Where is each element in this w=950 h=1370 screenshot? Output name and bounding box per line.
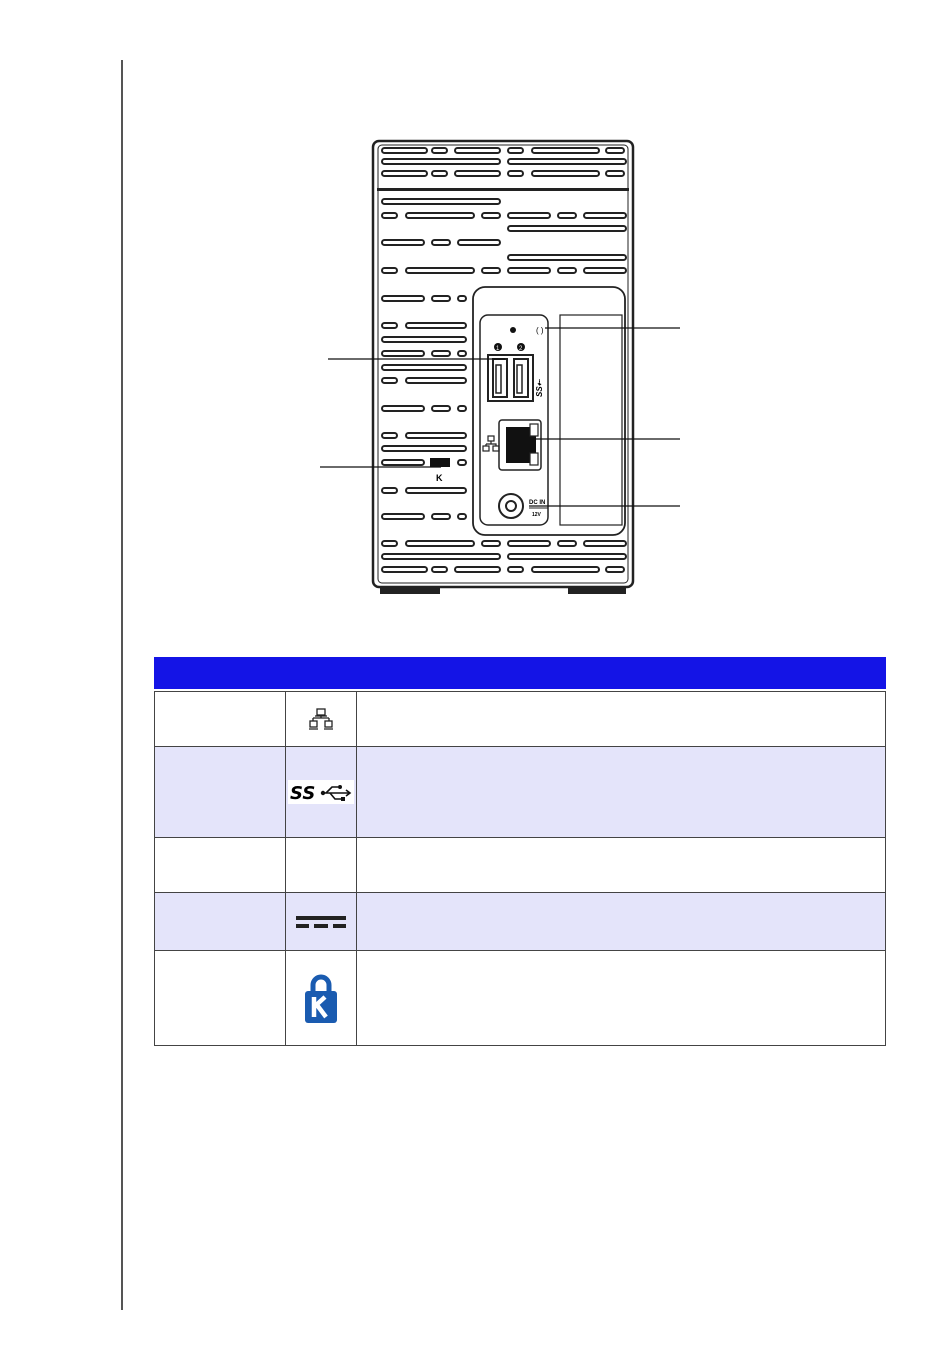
header-cell — [155, 658, 286, 689]
table-row — [155, 747, 886, 838]
port-name — [155, 838, 286, 893]
port-description — [356, 747, 885, 838]
icon-cell — [285, 692, 356, 747]
port-description — [356, 838, 885, 893]
table-row — [155, 951, 886, 1046]
usb-port-1-number: 1 — [496, 346, 500, 352]
header-cell — [356, 658, 885, 689]
page-margin-rule — [121, 60, 123, 1310]
dc-in-voltage: 12V — [532, 512, 541, 518]
dc-power-icon — [296, 914, 346, 930]
table-row — [155, 838, 886, 893]
svg-text:( ): ( ) — [536, 326, 544, 335]
port-description — [356, 951, 885, 1046]
svg-text:SS⇠: SS⇠ — [535, 379, 544, 397]
table-row — [155, 893, 886, 951]
icon-cell — [285, 893, 356, 951]
port-name — [155, 951, 286, 1046]
device-rear-view — [310, 135, 690, 605]
icon-cell — [285, 747, 356, 838]
usb-superspeed-icon — [288, 780, 354, 804]
port-description — [356, 692, 885, 747]
port-name — [155, 747, 286, 838]
port-name — [155, 893, 286, 951]
ethernet-icon — [309, 708, 333, 730]
icon-cell — [285, 838, 356, 893]
header-cell — [285, 658, 356, 689]
ports-table — [154, 657, 886, 1046]
port-name — [155, 692, 286, 747]
svg-text:K: K — [436, 473, 443, 483]
table-header-row — [155, 658, 886, 689]
dc-in-label: DC IN — [529, 500, 546, 506]
svg-text:SS: SS — [289, 783, 315, 804]
kensington-lock-icon — [303, 972, 339, 1024]
icon-cell — [285, 951, 356, 1046]
port-description — [356, 893, 885, 951]
table-row — [155, 692, 886, 747]
usb-port-2-number: 2 — [519, 346, 523, 352]
